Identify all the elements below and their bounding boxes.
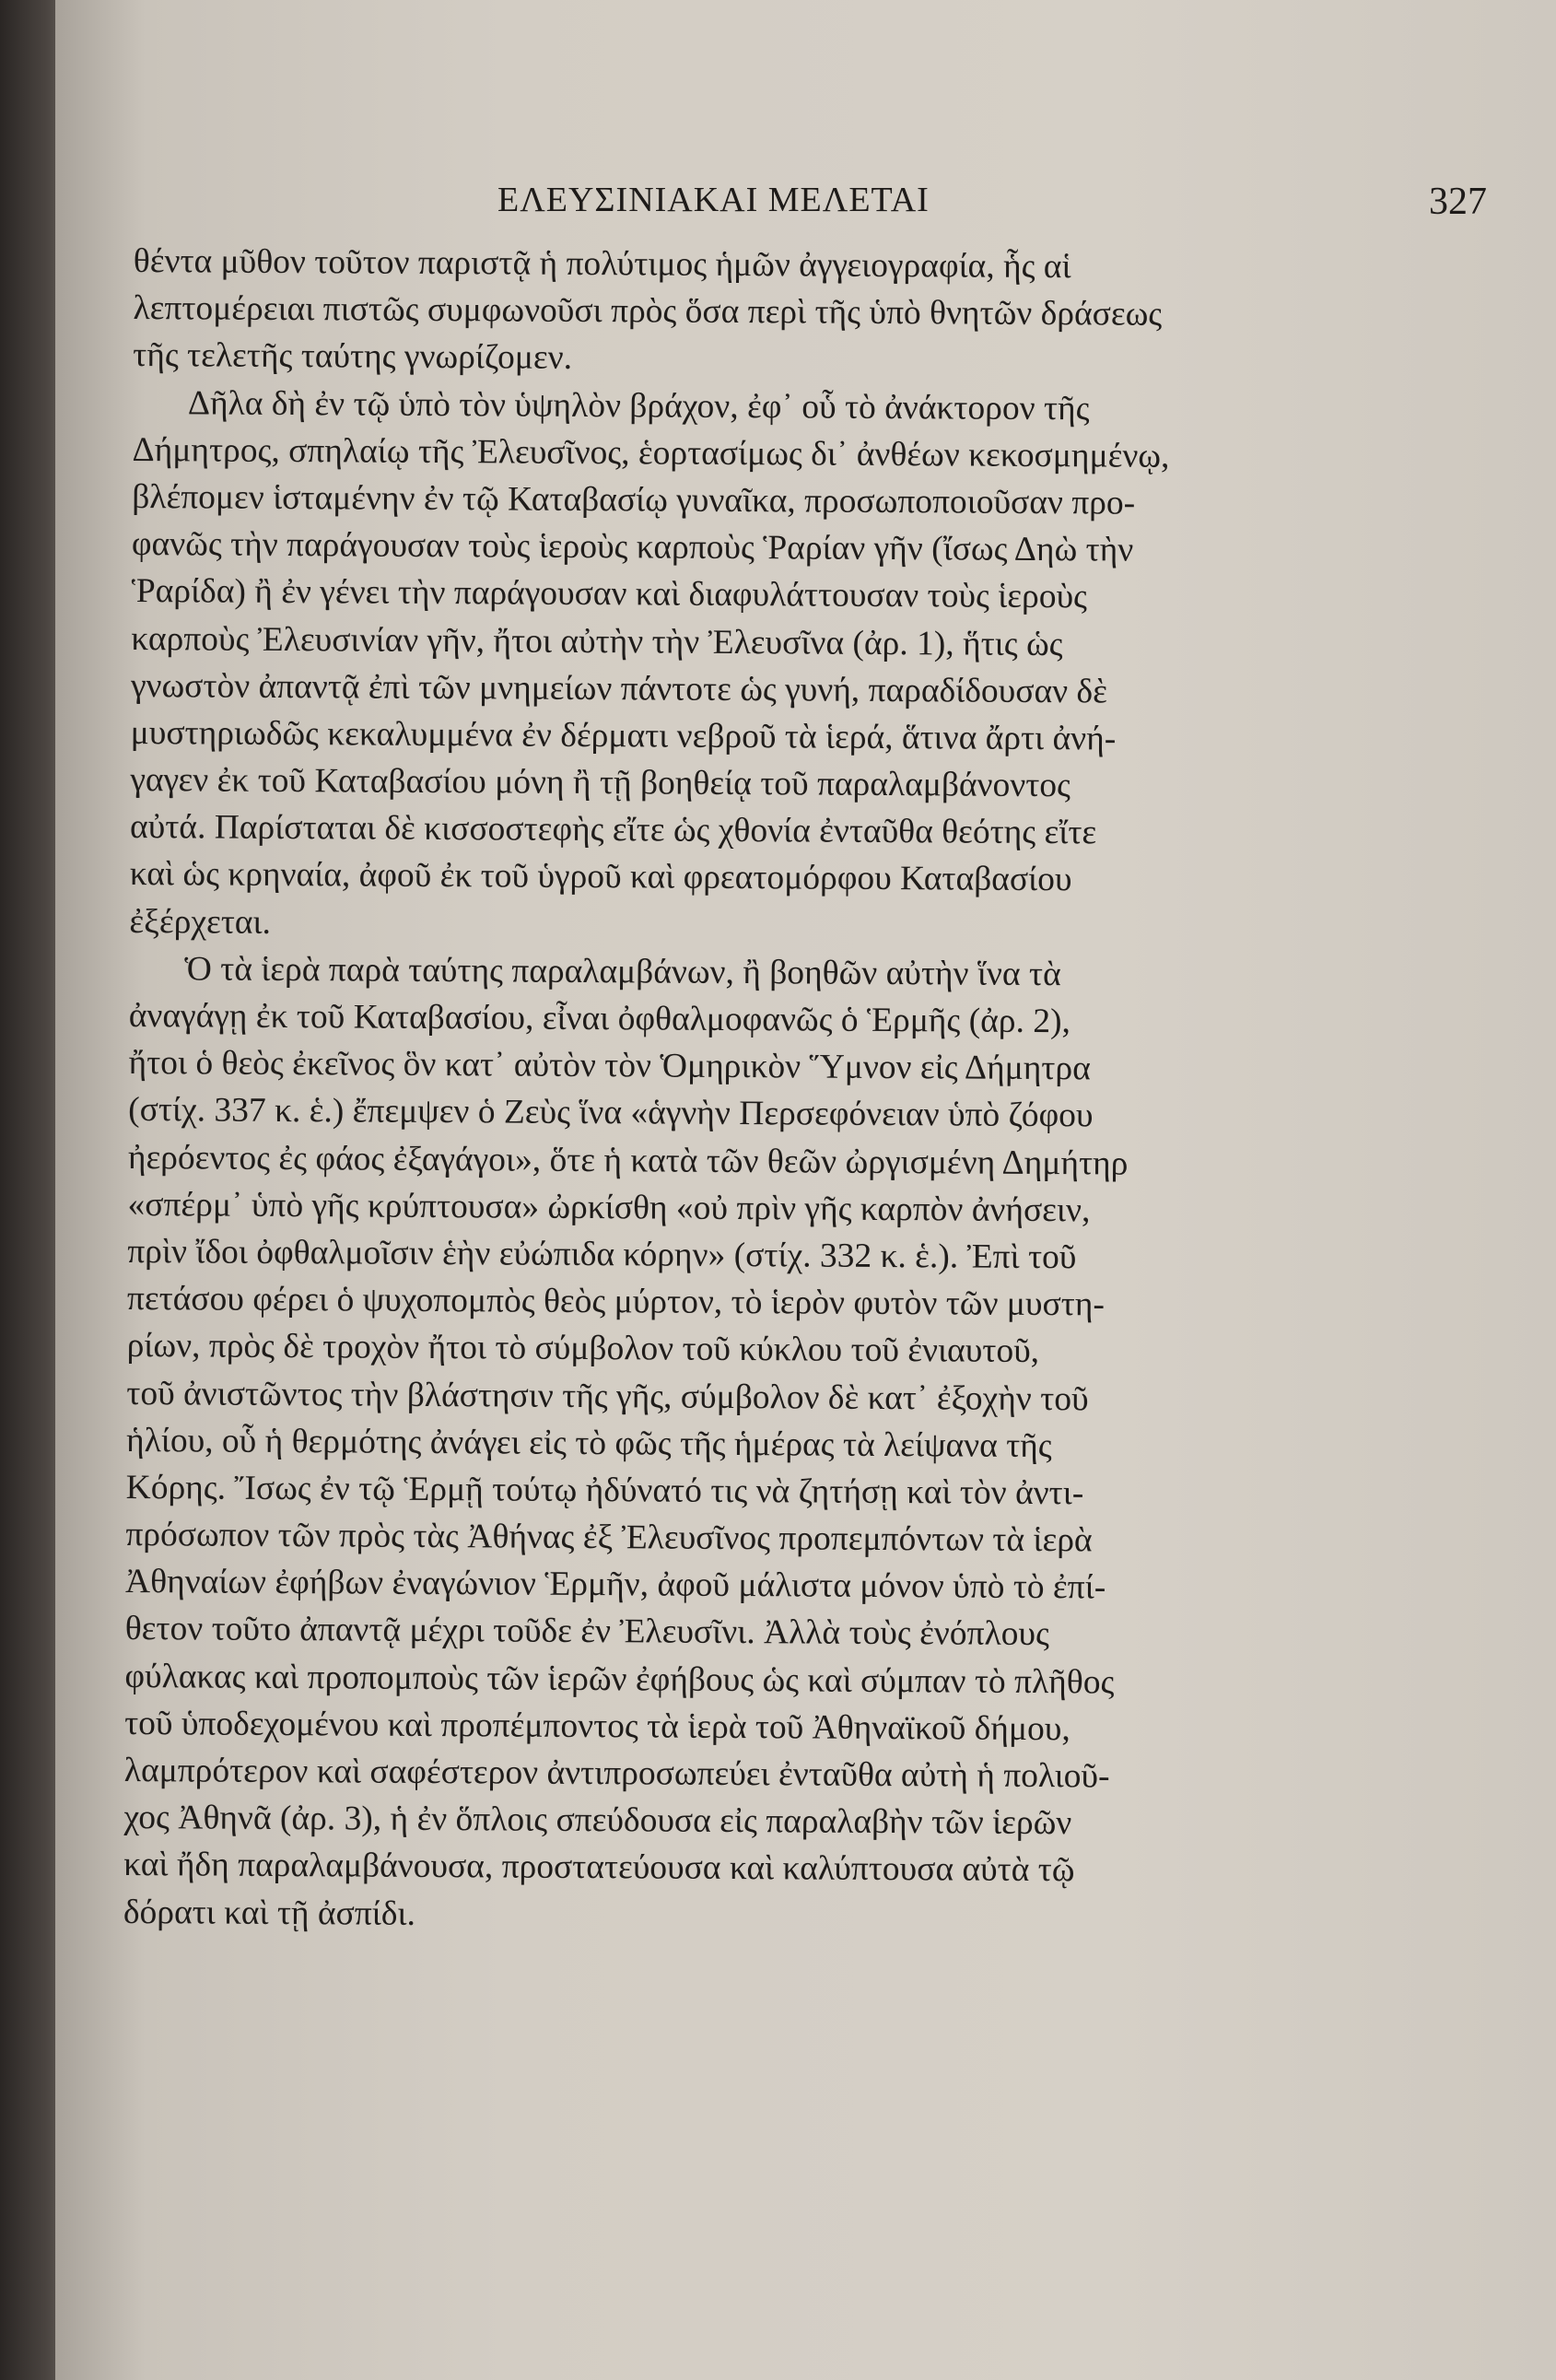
text-line: καὶ ὡς κρηναία, ἀφοῦ ἐκ τοῦ ὑγροῦ καὶ φρεατομόρφου Καταβασίου [129, 855, 1072, 899]
text-line: θετον τοῦτο ἀπαντᾷ μέχρι τοῦδε ἐν Ἐλευσῖνι. Ἀλλὰ τοὺς ἐνόπλους [124, 1610, 1049, 1654]
text-line: δόρατι καὶ τῇ ἀσπίδι. [123, 1893, 416, 1933]
text-line: θέντα μῦθον τοῦτον παριστᾷ ἡ πολύτιμος ἡμῶν ἀγγειογραφία, ἧς αἱ [133, 241, 1071, 287]
text-line: καρποὺς Ἐλευσινίαν γῆν, ἤτοι αὐτὴν τὴν Ἐλευσῖνα (ἀρ. 1), ἥτις ὡς [131, 619, 1063, 663]
text-line: Ῥαρίδα) ἢ ἐν γένει τὴν παράγουσαν καὶ διαφυλάττουσαν τοὺς ἱεροὺς [131, 572, 1088, 616]
text-line: Κόρης. Ἴσως ἐν τῷ Ἑρμῇ τούτῳ ἠδύνατό τις νὰ ζητήσῃ καὶ τὸν ἀντι- [125, 1468, 1084, 1513]
text-line: μυστηριωδῶς κεκαλυμμένα ἐν δέρματι νεβροῦ τὰ ἱερά, ἅτινα ἄρτι ἀνή- [130, 713, 1117, 758]
text-line: Δῆλα δὴ ἐν τῷ ὑπὸ τὸν ὑψηλὸν βράχον, ἐφ᾿ οὗ τὸ ἀνάκτορον τῆς [187, 383, 1090, 428]
text-line: πρὶν ἴδοι ὀφθαλμοῖσιν ἑὴν εὐώπιδα κόρην» (στίχ. 332 κ. ἑ.). Ἐπὶ τοῦ [127, 1232, 1077, 1277]
text-line: τοῦ ὑποδεχομένου καὶ προπέμποντος τὰ ἱερὰ τοῦ Ἀθηναϊκοῦ δήμου, [124, 1704, 1070, 1749]
book-page [55, 0, 1556, 2380]
text-line: γαγεν ἐκ τοῦ Καταβασίου μόνη ἢ τῇ βοηθείᾳ τοῦ παραλαμβάνοντος [130, 761, 1071, 805]
text-line: (στίχ. 337 κ. ἑ.) ἔπεμψεν ὁ Ζεὺς ἵνα «ἁγνὴν Περσεφόνειαν ὑπὸ ζόφου [128, 1091, 1094, 1135]
text-line: ρίων, πρὸς δὲ τροχὸν ἤτοι τὸ σύμβολον τοῦ κύκλου τοῦ ἐνιαυτοῦ, [126, 1327, 1040, 1371]
text-line: λεπτομέρειαι πιστῶς συμφωνοῦσι πρὸς ὅσα περὶ τῆς ὑπὸ θνητῶν δράσεως [133, 289, 1163, 334]
text-line: φύλακας καὶ προπομποὺς τῶν ἱερῶν ἐφήβους ὡς καὶ σύμπαν τὸ πλῆθος [124, 1657, 1115, 1702]
text-line: βλέπομεν ἱσταμένην ἐν τῷ Καταβασίῳ γυναῖκα, προσωποποιοῦσαν προ- [132, 477, 1136, 522]
text-line: ἐξέρχεται. [129, 902, 272, 942]
running-title: ΕΛΕΥΣΙΝΙΑΚΑΙ ΜΕΛΕΤΑΙ [497, 181, 930, 219]
text-line [123, 1936, 1348, 1990]
text-line: λαμπρότερον καὶ σαφέστερον ἀντιπροσωπεύει ἐνταῦθα αὐτὴ ἡ πολιοῦ- [123, 1751, 1110, 1796]
text-line: ἡλίου, οὗ ἡ θερμότης ἀνάγει εἰς τὸ φῶς τῆς ἡμέρας τὰ λείψανα τῆς [125, 1421, 1052, 1465]
text-line: ἠερόεντος ἐς φάος ἐξαγάγοι», ὅτε ἡ κατὰ τῶν θεῶν ὠργισμένη Δημήτηρ [127, 1138, 1129, 1183]
text-line: αὐτά. Παρίσταται δὲ κισσοστεφὴς εἴτε ὡς χθονία ἐνταῦθα θεότης εἴτε [129, 808, 1097, 852]
text-line: ἤτοι ὁ θεὸς ἐκεῖνος ὃν κατ᾿ αὐτὸν τὸν Ὁμηρικὸν Ὕμνον εἰς Δήμητρα [128, 1044, 1091, 1088]
text-line: χος Ἀθηνᾶ (ἀρ. 3), ἡ ἐν ὅπλοις σπεύδουσα εἰς παραλαβὴν τῶν ἱερῶν [123, 1799, 1072, 1843]
text-line: γνωστὸν ἀπαντᾷ ἐπὶ τῶν μνημείων πάντοτε ὡς γυνή, παραδίδουσαν δὲ [130, 666, 1108, 711]
text-line: φανῶς τὴν παράγουσαν τοὺς ἱεροὺς καρποὺς Ῥαρίαν γῆν (ἴσως Δηὼ τὴν [131, 525, 1134, 569]
text-line: καὶ ἤδη παραλαμβάνουσα, προστατεύουσα καὶ καλύπτουσα αὐτὰ τῷ [123, 1846, 1075, 1890]
text-line: «σπέρμ᾿ ὑπὸ γῆς κρύπτουσα» ὠρκίσθη «οὐ πρὶν γῆς καρπὸν ἀνήσειν, [127, 1185, 1091, 1230]
page-number: 327 [1429, 181, 1487, 223]
text-line: Δήμητρος, σπηλαίῳ τῆς Ἐλευσῖνος, ἑορτασίμως δι᾿ ἀνθέων κεκοσμημένῳ, [132, 430, 1170, 475]
text-line: πετάσου φέρει ὁ ψυχοπομπὸς θεὸς μύρτον, τὸ ἱερὸν φυτὸν τῶν μυστη- [126, 1280, 1106, 1324]
text-line: Ἀθηναίων ἐφήβων ἐναγώνιον Ἑρμῆν, ἀφοῦ μάλιστα μόνον ὑπὸ τὸ ἐπί- [124, 1563, 1106, 1607]
text-line: Ὁ τὰ ἱερὰ παρὰ ταύτης παραλαμβάνων, ἢ βοηθῶν αὐτὴν ἵνα τὰ [184, 950, 1061, 993]
body-text [123, 238, 1359, 1990]
text-line: τῆς τελετῆς ταύτης γνωρίζομεν. [133, 336, 573, 378]
text-line: ἀναγάγῃ ἐκ τοῦ Καταβασίου, εἶναι ὀφθαλμοφανῶς ὁ Ἑρμῆς (ἀρ. 2), [128, 996, 1071, 1041]
text-line: τοῦ ἀνιστῶντος τὴν βλάστησιν τῆς γῆς, σύμβολον δὲ κατ᾿ ἐξοχὴν τοῦ [126, 1374, 1089, 1418]
page-header [55, 180, 1556, 235]
text-line: πρόσωπον τῶν πρὸς τὰς Ἀθήνας ἐξ Ἐλευσῖνος προπεμπόντων τὰ ἱερὰ [125, 1516, 1093, 1560]
